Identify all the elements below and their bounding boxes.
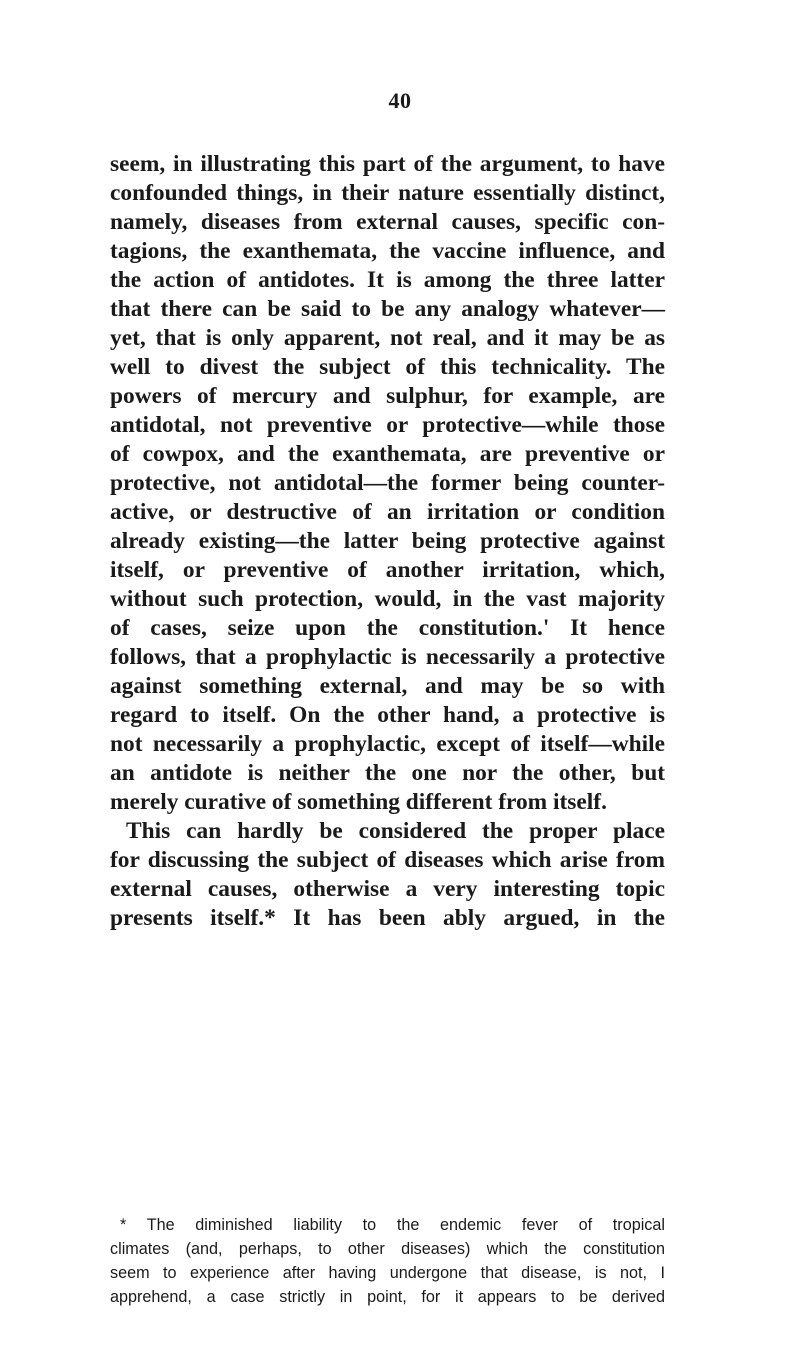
text-line: of cowpox, and the exanthemata, are preventive or bbox=[110, 441, 665, 467]
text-line: itself, or preventive of another irritation, which, bbox=[110, 557, 665, 583]
text-line: without such protection, would, in the vast majority bbox=[110, 586, 665, 612]
footnote-line: seem to experience after having undergone that disease, is not, I bbox=[110, 1264, 665, 1282]
text-line: confounded things, in their nature essentially distinct, bbox=[110, 180, 665, 206]
text-line: well to divest the subject of this technicality. The bbox=[110, 354, 665, 380]
text-line: regard to itself. On the other hand, a protective is bbox=[110, 702, 665, 728]
text-line: not necessarily a prophylactic, except of itself—while bbox=[110, 731, 665, 757]
footnote bbox=[110, 1213, 665, 1309]
text-line: follows, that a prophylactic is necessarily a protective bbox=[110, 644, 665, 670]
text-line: presents itself.* It has been ably argued, in the bbox=[110, 905, 665, 931]
text-line: an antidote is neither the one nor the other, but bbox=[110, 760, 665, 786]
text-line: This can hardly be considered the proper place bbox=[126, 818, 665, 844]
text-line: external causes, otherwise a very interesting topic bbox=[110, 876, 665, 902]
text-line: antidotal, not preventive or protective—while those bbox=[110, 412, 665, 438]
footnote-line: apprehend, a case strictly in point, for it appears to be derived bbox=[110, 1288, 665, 1306]
text-line: tagions, the exanthemata, the vaccine influence, and bbox=[110, 238, 665, 264]
text-line: the action of antidotes. It is among the three latter bbox=[110, 267, 665, 293]
text-line: that there can be said to be any analogy whatever— bbox=[110, 296, 665, 322]
text-line: protective, not antidotal—the former being counter- bbox=[110, 470, 665, 496]
text-line: merely curative of something different from itself. bbox=[110, 789, 607, 815]
footnote-line: climates (and, perhaps, to other diseases) which the constitution bbox=[110, 1240, 665, 1258]
text-line: for discussing the subject of diseases which arise from bbox=[110, 847, 665, 873]
page-number: 40 bbox=[388, 88, 412, 113]
text-line: already existing—the latter being protective against bbox=[110, 528, 665, 554]
text-line: active, or destructive of an irritation or condition bbox=[110, 499, 665, 525]
text-line: yet, that is only apparent, not real, and it may be as bbox=[110, 325, 665, 351]
footnote-line: * The diminished liability to the endemic fever of tropical bbox=[120, 1216, 665, 1234]
text-line: against something external, and may be so with bbox=[110, 673, 665, 699]
text-line: powers of mercury and sulphur, for example, are bbox=[110, 383, 665, 409]
body-text bbox=[110, 150, 665, 933]
text-line: namely, diseases from external causes, specific con- bbox=[110, 209, 665, 235]
text-line: seem, in illustrating this part of the argument, to have bbox=[110, 151, 665, 177]
text-line: of cases, seize upon the constitution.' It hence bbox=[110, 615, 665, 641]
